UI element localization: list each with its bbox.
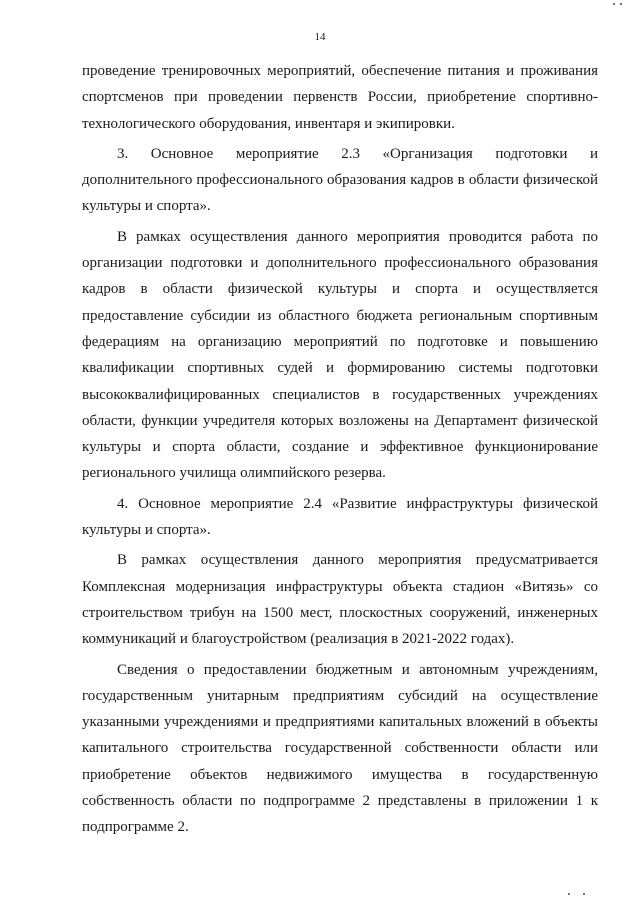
paragraph-event-2-3-heading: 3. Основное мероприятие 2.3 «Организация подготовки и дополнительного профессионального образования кадров в области физической культуры и спорта». — [82, 145, 598, 215]
paragraph-event-2-4-heading: 4. Основное мероприятие 2.4 «Развитие инфраструктуры физической культуры и спорта». — [82, 495, 598, 539]
paragraph-event-2-3-description: В рамках осуществления данного мероприятия проводится работа по организации подготовки и дополнительного профессионального образования кадров в области физической культуры и спорта и осуществляется предоставление субсидии из областного бюджета региональным спортивным федерациям на организацию мероприятий по подготовке и повышению квалификации спортивных судей и формированию системы подготовки высококвалифицированных специалистов в государственных учреждениях области, функции учредителя которых возложены на Департамент физической культуры и спорта области, создание и эффективное функционирование регионального училища олимпийского резерва. — [82, 228, 598, 482]
scan-mark — [613, 3, 615, 5]
scan-mark — [583, 893, 585, 895]
scan-mark — [620, 3, 622, 5]
page-number: 14 — [314, 31, 326, 43]
paragraph-subsidies-info: Сведения о предоставлении бюджетным и автономным учреждениям, государственным унитарным предприятиям субсидий на осуществление указанными учреждениями и предприятиями капитальных вложений в объекты капитального строительства государственной собственности области или приобретение объектов недвижимого имущества в государственную собственность области по подпрограмме 2 представлены в приложении 1 к подпрограмме 2. — [82, 661, 598, 836]
paragraph-continuation: проведение тренировочных мероприятий, обеспечение питания и проживания спортсменов при проведении первенств России, приобретение спортивно-технологического оборудования, инвентаря и экипировки. — [82, 63, 598, 132]
scan-mark — [568, 893, 570, 895]
paragraph-event-2-4-description: В рамках осуществления данного мероприятия предусматривается Комплексная модернизация инфраструктуры объекта стадион «Витязь» со строительством трибун на 1500 мест, плоскостных сооружений, инженерных коммуникаций и благоустройством (реализация в 2021-2022 годах). — [82, 552, 598, 648]
document-body — [82, 58, 598, 845]
